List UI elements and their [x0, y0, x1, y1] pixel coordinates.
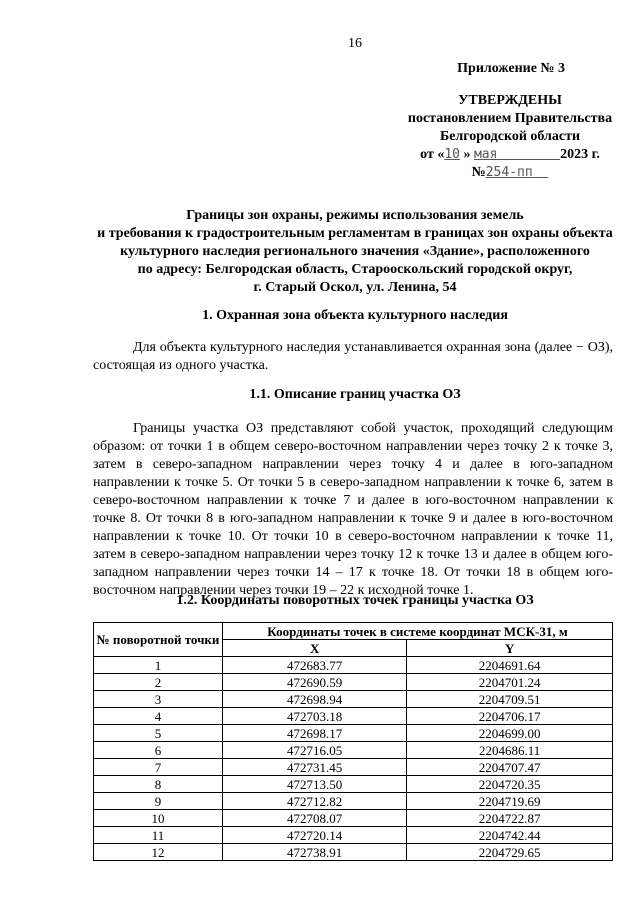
approval-number [395, 164, 625, 182]
title-line: и требования к градостроительным регламентам в границах зон охраны объекта [97, 226, 613, 241]
number-value: 254-пп [485, 165, 533, 180]
header-point: № поворотной точки [94, 623, 223, 657]
cell-x: 472713.50 [223, 776, 407, 793]
cell-y: 2204719.69 [407, 793, 613, 810]
document-title [90, 207, 620, 297]
date-year: 2023 г. [560, 147, 600, 162]
cell-y: 2204686.11 [407, 742, 613, 759]
cell-y: 2204701.24 [407, 674, 613, 691]
table-row [94, 844, 613, 861]
approved-region: Белгородской области [439, 129, 581, 144]
table-row [94, 674, 613, 691]
cell-point: 10 [94, 810, 223, 827]
cell-point: 6 [94, 742, 223, 759]
cell-point: 3 [94, 691, 223, 708]
number-prefix: № [471, 165, 486, 180]
cell-x: 472698.94 [223, 691, 407, 708]
coordinates-table [93, 622, 613, 861]
cell-point: 12 [94, 844, 223, 861]
section-1-paragraph: Для объекта культурного наследия устанавливается охранная зона (далее − ОЗ), состоящая из одного участка. [93, 340, 613, 373]
date-day: 10 [444, 147, 460, 162]
cell-y: 2204699.00 [407, 725, 613, 742]
header-y: Y [407, 640, 613, 657]
table-row [94, 742, 613, 759]
cell-y: 2204706.17 [407, 708, 613, 725]
cell-y: 2204707.47 [407, 759, 613, 776]
title-line: Границы зон охраны, режимы использования земель [186, 208, 524, 223]
approved-label: УТВЕРЖДЕНЫ [458, 93, 562, 108]
table-row [94, 793, 613, 810]
cell-y: 2204722.87 [407, 810, 613, 827]
table-row [94, 776, 613, 793]
cell-x: 472708.07 [223, 810, 407, 827]
table-row [94, 827, 613, 844]
section-1-2-heading: 1.2. Координаты поворотных точек границы участка ОЗ [176, 593, 534, 608]
cell-point: 1 [94, 657, 223, 674]
cell-y: 2204709.51 [407, 691, 613, 708]
cell-y: 2204729.65 [407, 844, 613, 861]
header-x: X [223, 640, 407, 657]
title-line: г. Старый Оскол, ул. Ленина, 54 [253, 280, 457, 295]
cell-point: 11 [94, 827, 223, 844]
title-line: по адресу: Белгородская область, Старооскольский городской округ, [137, 262, 573, 277]
cell-x: 472698.17 [223, 725, 407, 742]
cell-x: 472690.59 [223, 674, 407, 691]
approved-by: постановлением Правительства [407, 111, 613, 126]
table-row [94, 657, 613, 674]
section-1-1-paragraph: Границы участка ОЗ представляют собой участок, проходящий следующим образом: от точки 1 в общем северо-восточном направлении через точку 2 к точке 3, затем в северо-западном направлении через точку 4 и далее в юго-западном направлении к точке 5. От точки 5 в северо-западном направлении к точке 6, затем в северо-восточном направлении к точке 7 и далее в юго-восточном направлении к точке 8. От точки 8 в юго-западном направлении к точке 9 и далее в юго-восточном направлении к точке 10. От точки 10 в северо-восточном направлении к точке 11, затем в северо-западном направлении через точку 12 к точке 13 и далее в общем юго-западном направлении через точки 14 – 17 к точке 18. От точки 18 в общем юго-восточном направлении через точки 19 – 22 к исходной точке 1. [93, 421, 613, 598]
date-month: мая [473, 147, 498, 162]
approval-date [395, 146, 625, 164]
cell-y: 2204691.64 [407, 657, 613, 674]
approval-block [395, 60, 625, 182]
cell-point: 2 [94, 674, 223, 691]
table-row [94, 759, 613, 776]
cell-point: 9 [94, 793, 223, 810]
cell-x: 472716.05 [223, 742, 407, 759]
cell-x: 472683.77 [223, 657, 407, 674]
section-1-heading: 1. Охранная зона объекта культурного наследия [202, 308, 508, 323]
table-row [94, 810, 613, 827]
cell-x: 472738.91 [223, 844, 407, 861]
date-mid: » [463, 147, 471, 162]
table-row [94, 725, 613, 742]
appendix-label: Приложение № 3 [457, 61, 565, 76]
cell-point: 4 [94, 708, 223, 725]
cell-point: 8 [94, 776, 223, 793]
title-line: культурного наследия регионального значения «Здание», расположенного [120, 244, 590, 259]
header-coords: Координаты точек в системе координат МСК-31, м [223, 623, 613, 640]
date-prefix: от « [420, 147, 445, 162]
cell-point: 7 [94, 759, 223, 776]
cell-point: 5 [94, 725, 223, 742]
section-1-1-heading: 1.1. Описание границ участка ОЗ [249, 387, 461, 402]
page-number: 16 [348, 36, 362, 51]
cell-x: 472731.45 [223, 759, 407, 776]
cell-x: 472720.14 [223, 827, 407, 844]
table-row [94, 691, 613, 708]
cell-y: 2204742.44 [407, 827, 613, 844]
cell-y: 2204720.35 [407, 776, 613, 793]
cell-x: 472712.82 [223, 793, 407, 810]
table-row [94, 708, 613, 725]
cell-x: 472703.18 [223, 708, 407, 725]
